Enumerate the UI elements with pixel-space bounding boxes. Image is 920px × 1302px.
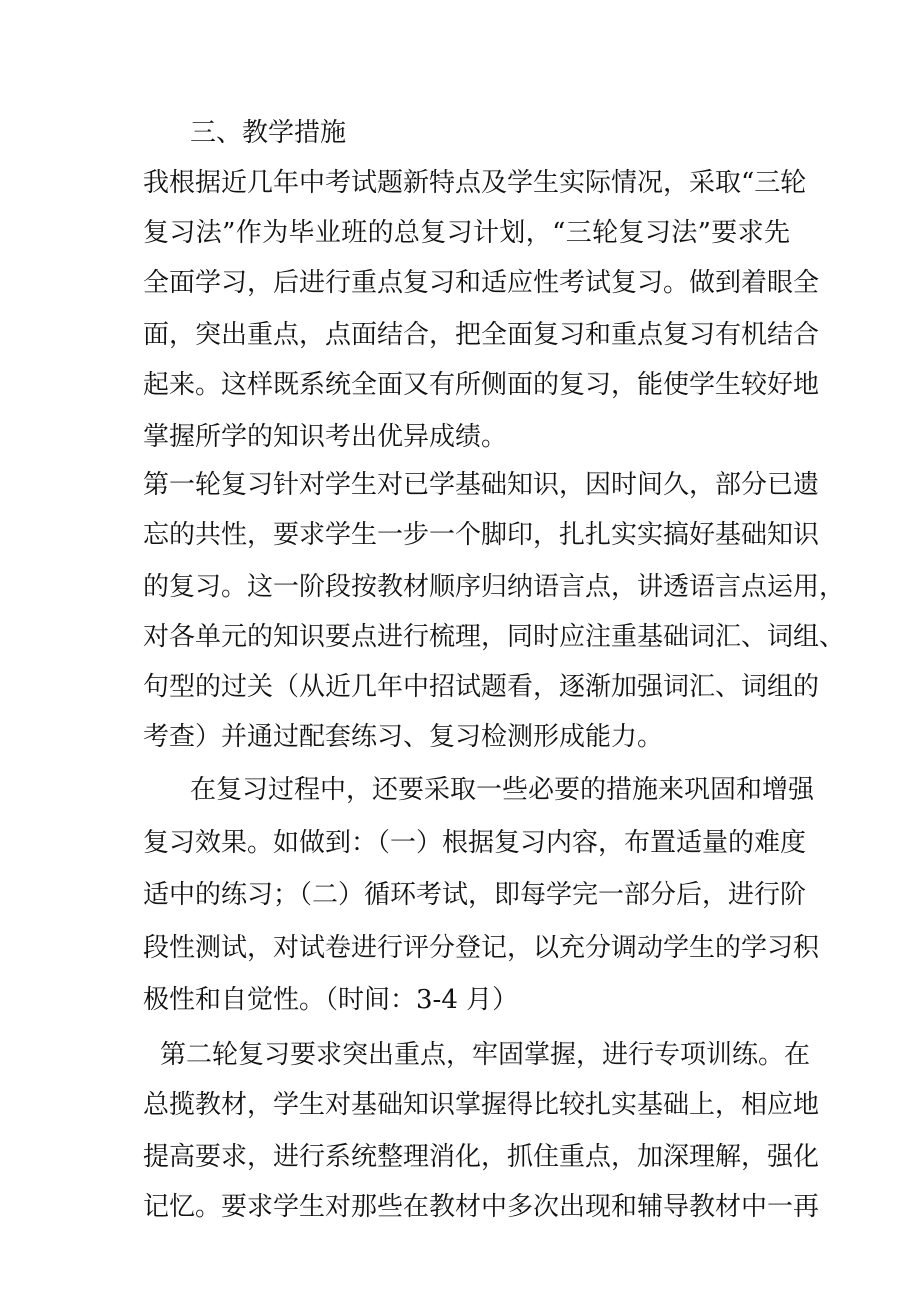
text-line: 的复习。这一阶段按教材顺序归纳语言点，讲透语言点运用， bbox=[143, 572, 846, 602]
text-line: 第二轮复习要求突出重点，牢固掌握，进行专项训练。在 bbox=[160, 1040, 811, 1070]
text-line: 忘的共性，要求学生一步一个脚印，扎扎实实搞好基础知识 bbox=[143, 520, 820, 550]
text-line: 在复习过程中，还要采取一些必要的措施来巩固和增强 bbox=[190, 775, 815, 805]
text-line: 面，突出重点，点面结合，把全面复习和重点复习有机结合 bbox=[143, 320, 820, 350]
text-line: 适中的练习；（二）循环考试，即每学完一部分后，进行阶 bbox=[143, 880, 807, 910]
text-line: 句型的过关（从近几年中招试题看，逐渐加强词汇、词组的 bbox=[143, 672, 820, 702]
text-line: 全面学习，后进行重点复习和适应性考试复习。做到着眼全 bbox=[143, 268, 820, 298]
text-line: 掌握所学的知识考出优异成绩。 bbox=[143, 422, 508, 452]
text-line: 极性和自觉性。（时间：3-4 月） bbox=[143, 985, 519, 1015]
section-heading: 三、教学措施 bbox=[190, 118, 347, 148]
text-line: 提高要求，进行系统整理消化，抓住重点，加深理解，强化 bbox=[143, 1142, 820, 1172]
text-line: 我根据近几年中考试题新特点及学生实际情况，采取“三轮 bbox=[143, 168, 807, 198]
text-line: 记忆。要求学生对那些在教材中多次出现和辅导教材中一再 bbox=[143, 1192, 820, 1222]
text-line: 考查）并通过配套练习、复习检测形成能力。 bbox=[143, 722, 664, 752]
text-line: 复习效果。如做到：（一）根据复习内容，布置适量的难度 bbox=[143, 828, 807, 858]
text-line: 段性测试，对试卷进行评分登记，以充分调动学生的学习积 bbox=[143, 933, 820, 963]
text-line: 对各单元的知识要点进行梳理，同时应注重基础词汇、词组、 bbox=[143, 622, 846, 652]
text-line: 总揽教材，学生对基础知识掌握得比较扎实基础上，相应地 bbox=[143, 1090, 820, 1120]
text-line: 起来。这样既系统全面又有所侧面的复习，能使学生较好地 bbox=[143, 370, 820, 400]
text-line: 复习法”作为毕业班的总复习计划，“三轮复习法”要求先 bbox=[143, 218, 790, 248]
text-line: 第一轮复习针对学生对已学基础知识，因时间久，部分已遗 bbox=[143, 470, 820, 500]
